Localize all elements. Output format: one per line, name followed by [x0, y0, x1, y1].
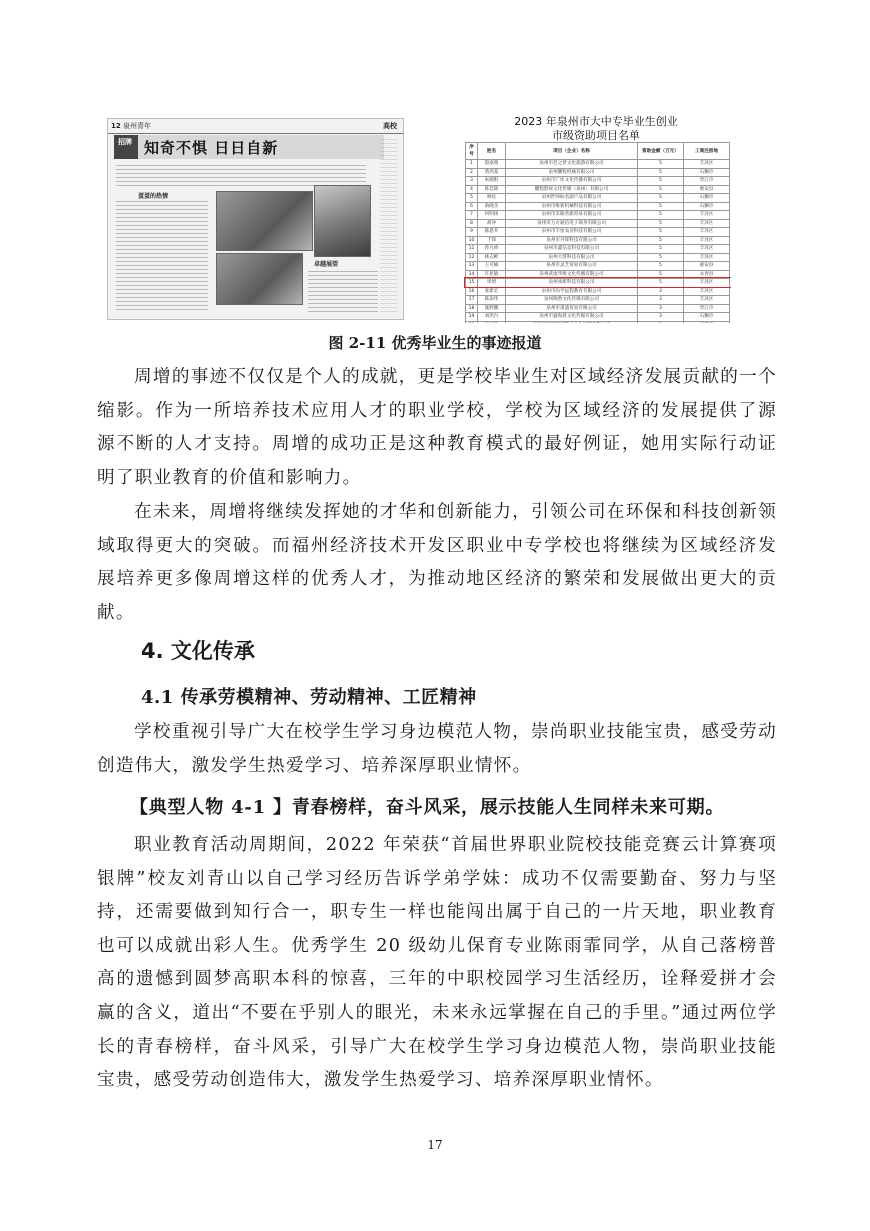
table-cell: 林炫 — [478, 194, 506, 203]
table-cell: 陈添伟 — [478, 296, 506, 305]
newspaper-photo-3 — [216, 253, 303, 305]
newspaper-clipping-image — [107, 118, 404, 320]
newspaper-column-right — [308, 271, 378, 313]
table-cell: 陈佳锦 — [478, 185, 506, 194]
table-row — [466, 287, 730, 296]
table-cell: 13 — [466, 262, 478, 271]
paragraph-3: 学校重视引导广大在校学生学习身边模范人物，崇尚职业技能宝贵，感受劳动创造伟大，激发学生热爱学习、培养深厚职业情怀。 — [97, 722, 777, 776]
newspaper-photo-1 — [216, 191, 313, 251]
table-row — [466, 177, 730, 186]
table-row — [466, 211, 730, 220]
table-row — [466, 194, 730, 203]
table-row — [466, 304, 730, 313]
table-cell: 石狮市 — [684, 313, 730, 322]
table-cell: 施辉鹏 — [478, 304, 506, 313]
table-row — [466, 168, 730, 177]
table-cell: 石狮市 — [684, 202, 730, 211]
table-cell: 5 — [638, 177, 684, 186]
table-cell: 5 — [638, 279, 684, 288]
section-heading-4-1: 4.1 传承劳模精神、劳动精神、工匠精神 — [141, 687, 477, 708]
table-cell: 泉州武康华维文化传播有限公司 — [506, 270, 638, 279]
table-cell: 周增 — [478, 279, 506, 288]
table-cell: 6 — [466, 202, 478, 211]
table-cell: 泉州市丹锋科技有限公司 — [506, 236, 638, 245]
table-cell: 丰泽区 — [684, 245, 730, 254]
newspaper-headline-bar — [114, 135, 384, 159]
table-cell: 丰泽区 — [684, 219, 730, 228]
table-cell: 泉州市万方通信电子商务有限公司 — [506, 219, 638, 228]
table-header-row — [466, 143, 730, 160]
newspaper-subhead-2: 卓越展望 — [314, 261, 339, 268]
table-title-line-1: 2023 年泉州市大中专毕业生创业 — [514, 115, 678, 128]
table-row — [466, 262, 730, 271]
table-cell: 鹏程影视文化传媒（泉州）有限公司 — [506, 185, 638, 194]
table-cell: 泉州市禾路善新贸易有限公司 — [506, 211, 638, 220]
figure-caption: 图 2-11 优秀毕业生的事迹报道 — [328, 334, 542, 352]
funding-table — [465, 142, 730, 323]
table-cell: 泉州市芭之梦文化旅游有限公司 — [506, 160, 638, 169]
table-cell: 晋江市 — [684, 177, 730, 186]
table-cell: 石狮市 — [684, 168, 730, 177]
table-cell: 5 — [638, 236, 684, 245]
table-cell: 张新宏 — [478, 287, 506, 296]
newspaper-headline: 知奇不惧 日日自新 — [144, 139, 279, 157]
table-cell: 12 — [466, 253, 478, 262]
table-cell: 19 — [466, 313, 478, 322]
newspaper-text-block — [116, 165, 366, 187]
table-cell: 丰泽区 — [684, 160, 730, 169]
table-cell: 黄鸿基 — [478, 168, 506, 177]
table-cell: 3 — [638, 304, 684, 313]
table-cell: 晋江市 — [684, 304, 730, 313]
table-cell: 10 — [466, 236, 478, 245]
table-row — [466, 219, 730, 228]
newspaper-edge-strip — [380, 139, 398, 314]
table-cell — [506, 321, 638, 323]
table-cell: 16 — [466, 287, 478, 296]
table-cell: 许思敏 — [478, 270, 506, 279]
table-cell: 1 — [466, 160, 478, 169]
table-cell: 5 — [638, 160, 684, 169]
paragraph-2: 在未来，周增将继续发挥她的才华和创新能力，引领公司在环保和科技创新领域取得更大的突破。而福州经济技术开发区职业中专学校也将继续为区域经济发展培养更多像周增这样的优秀人才，为推动地区经济的繁荣和发展做出更大的贡献。 — [97, 502, 777, 623]
table-cell — [466, 321, 478, 323]
table-cell: 泉州市维新机械科技有限公司 — [506, 202, 638, 211]
table-cell: 丰泽区 — [684, 253, 730, 262]
table-row — [466, 253, 730, 262]
table-cell: 永春县 — [684, 270, 730, 279]
table-cell: 丰泽区 — [684, 228, 730, 237]
table-row — [466, 279, 730, 288]
table-cell: 5 — [638, 253, 684, 262]
table-cell: 曾凡娇 — [478, 245, 506, 254]
table-title-line-2: 市级资助项目名单 — [552, 129, 640, 142]
table-header-cell: 项目（企业）名称 — [506, 143, 638, 160]
table-cell: 5 — [638, 245, 684, 254]
table-cell: 泉州大帮科技有限公司 — [506, 253, 638, 262]
newspaper-side-label: 招牌 — [118, 138, 132, 146]
newspaper-section: 高校 — [383, 122, 397, 130]
table-cell: 石狮市 — [684, 194, 730, 203]
table-cell: 11 — [466, 245, 478, 254]
table-cell: 泉州市广库文化传播有限公司 — [506, 177, 638, 186]
table-cell: 5 — [638, 168, 684, 177]
table-cell: 惠安县 — [684, 185, 730, 194]
table-row — [466, 321, 730, 323]
table-cell: 何明扬 — [478, 211, 506, 220]
table-header-cell: 工商注册地 — [684, 143, 730, 160]
newspaper-header — [108, 119, 403, 134]
table-cell: 泉州岗新科技有限公司 — [506, 279, 638, 288]
table-header-cell: 资助金额（万元） — [638, 143, 684, 160]
typical-person-heading: 【典型人物 4-1 】青春榜样，奋斗风采，展示技能人生同样未来可期。 — [130, 797, 725, 818]
newspaper-photo-2 — [314, 185, 371, 257]
table-row — [466, 270, 730, 279]
section-heading-4: 4. 文化传承 — [141, 639, 255, 663]
table-row — [466, 313, 730, 322]
table-cell: 15 — [466, 279, 478, 288]
table-row — [466, 296, 730, 305]
table-cell: 5 — [638, 270, 684, 279]
table-body — [466, 160, 730, 324]
table-cell: 5 — [638, 228, 684, 237]
newspaper-page-number: 12 — [111, 122, 121, 130]
table-cell: 3 — [638, 296, 684, 305]
table-cell: 泉州市灵芝贸易有限公司 — [506, 262, 638, 271]
table-cell: 刘鸿台 — [478, 313, 506, 322]
table-cell: 泉州市丰恒农业科技有限公司 — [506, 228, 638, 237]
table-cell: 5 — [638, 219, 684, 228]
table-cell: 2 — [466, 168, 478, 177]
table-cell: 5 — [638, 211, 684, 220]
table-cell: 丰泽区 — [684, 296, 730, 305]
table-cell — [684, 321, 730, 323]
table-cell: 泉州市盛和晨文化传媒有限公司 — [506, 313, 638, 322]
table-row — [466, 202, 730, 211]
table-row — [466, 160, 730, 169]
table-cell: 惠安县 — [684, 262, 730, 271]
paragraph-1: 周增的事迹不仅仅是个人的成就，更是学校毕业生对区域经济发展贡献的一个缩影。作为一所培养技术应用人才的职业学校，学校为区域经济的发展提供了源源不断的人才支持。周增的成功正是这种教育模式的最好例证，她用实际行动证明了职业教育的价值和影响力。 — [97, 367, 777, 488]
table-cell — [638, 321, 684, 323]
newspaper-subhead-1: 蛋蛋的热情 — [138, 193, 169, 200]
table-cell: 丰泽区 — [684, 211, 730, 220]
table-header-cell: 序号 — [466, 143, 478, 160]
table-row — [466, 228, 730, 237]
table-cell: 泉州鹏程机械有限公司 — [506, 168, 638, 177]
table-cell: 4 — [466, 185, 478, 194]
table-cell: 8 — [466, 219, 478, 228]
page-number: 17 — [427, 1138, 443, 1152]
table-cell: 俞晓杰 — [478, 202, 506, 211]
table-cell: 王可楠 — [478, 262, 506, 271]
table-row — [466, 245, 730, 254]
table-header-cell: 姓名 — [478, 143, 506, 160]
table-cell: 5 — [638, 262, 684, 271]
table-cell: 7 — [466, 211, 478, 220]
table-cell: 泉州市莆盛贸易有限公司 — [506, 304, 638, 313]
table-cell: 17 — [466, 296, 478, 305]
table-cell: 于锋 — [478, 236, 506, 245]
table-cell: 5 — [638, 194, 684, 203]
table-cell: 5 — [638, 202, 684, 211]
table-cell: 泉州市鑫信息科技有限公司 — [506, 245, 638, 254]
paragraph-4: 职业教育活动周期间，2022 年荣获“首届世界职业院校技能竞赛云计算赛项银牌”校友刘青山以自己学习经历告诉学弟学妹：成功不仅需要勤奋、努力与坚持，还需要做到知行合一，职专生一样也能闯出属于自己的一片天地，职业教育也可以成就出彩人生。优秀学生 20 级幼儿保育专业陈雨霏同学，从自己落榜普高的遗憾到圆梦高职本科的惊喜，三年的中职校园学习生活经历，诠释爱拼才会赢的含义，道出“不要在乎别人的眼光，未来永远掌握在自己的手里。”通过两位学长的青春榜样，奋斗风采，引导广大在校学生学习身边模范人物，崇尚职业技能宝贵，感受劳动创造伟大，激发学生热爱学习、培养深厚职业情怀。 — [97, 835, 777, 1091]
table-cell: 丰泽区 — [684, 236, 730, 245]
table-cell: 泉州陶然文化传媒有限公司 — [506, 296, 638, 305]
funding-list-table-image — [461, 113, 731, 323]
table-row — [466, 236, 730, 245]
table-row — [466, 185, 730, 194]
newspaper-column-left — [116, 201, 208, 311]
table-cell: 3 — [638, 313, 684, 322]
table-cell: 3 — [638, 287, 684, 296]
table-cell: 3 — [466, 177, 478, 186]
table-cell: 林志彬 — [478, 253, 506, 262]
table-cell: 朱晓阳 — [478, 177, 506, 186]
table-cell: 丰泽区 — [684, 279, 730, 288]
table-cell: 陈思乔 — [478, 228, 506, 237]
table-cell: 胡冲 — [478, 219, 506, 228]
newspaper-name: 泉州青年 — [122, 122, 151, 130]
table-cell — [478, 321, 506, 323]
table-cell: 18 — [466, 304, 478, 313]
table-cell: 泉州市尚学远程教育有限公司 — [506, 287, 638, 296]
table-cell: 5 — [466, 194, 478, 203]
table-cell: 9 — [466, 228, 478, 237]
table-cell: 14 — [466, 270, 478, 279]
table-cell: 5 — [638, 185, 684, 194]
table-cell: 丰泽区 — [684, 287, 730, 296]
table-cell: 殷嘉燕 — [478, 160, 506, 169]
table-cell: 泉州匠师标名副产品有限公司 — [506, 194, 638, 203]
